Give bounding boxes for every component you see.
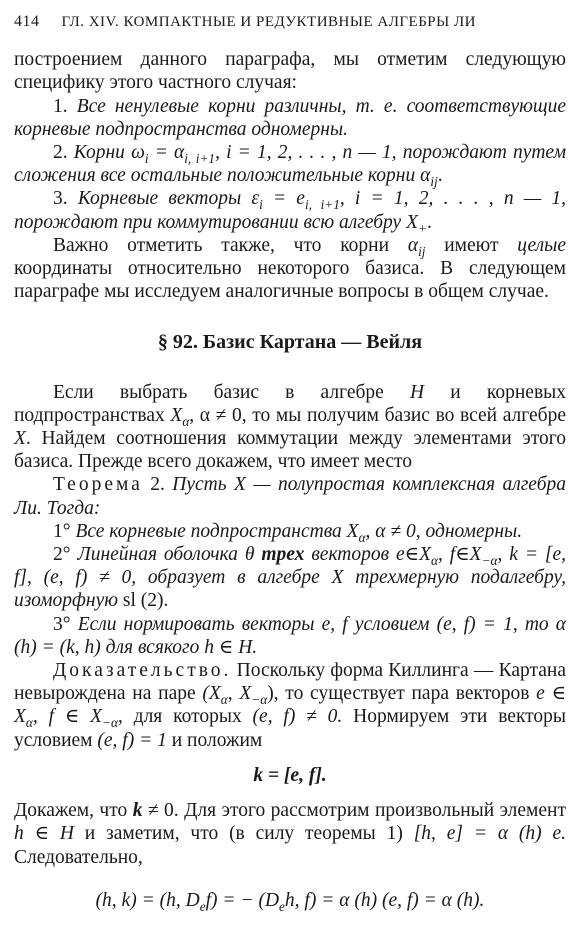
running-title: ГЛ. XIV. КОМПАКТНЫЕ И РЕДУКТИВНЫЕ АЛГЕБРЫ ЛИ xyxy=(61,14,476,30)
theorem-label: Теорема xyxy=(53,474,143,496)
page-number: 414 xyxy=(14,13,40,30)
proof-paragraph: Доказательство. Поскольку форма Киллинга — Картана невырождена на паре ($X_\alpha$, $X_{-\alpha}$), то существует пара векторов e ∈ $X_\alpha$, f ∈ $X_{-\alpha}$, для которых (e, f) ≠ 0. Нормируем эти векторы условием (e, f) = 1 и положим xyxy=(14,660,567,751)
theorem-claim-2: 2° Линейная оболочка θ трех векторов $e\in X_\alpha$, $f\in X_{-\alpha}$, k = [e, f], (e, f) ≠ 0, образует в алгебре X трехмерную подалгебру, изоморфную sl (2). xyxy=(14,544,567,612)
list-item-3: 3. Корневые векторы $\varepsilon_i = e_{i, i+1}$, i = 1, 2, . . . , n — 1, порождают при коммутировании всю алгебру $X_+$. xyxy=(14,188,566,236)
list-item-1: 1. Все ненулевые корни различны, т. е. соответствующие корневые подпространства одномерны. xyxy=(14,95,566,140)
intro-paragraph: построением данного параграфа, мы отметим следующую специфику этого частного случая: xyxy=(14,49,566,94)
theorem-statement: Теорема 2. Пусть X — полупростая комплексная алгебра Ли. Тогда: xyxy=(14,474,567,519)
proof-label: Доказательство. xyxy=(53,660,232,682)
list-item-2: 2. Корни $\omega_i = \alpha_{i, i+1}$, i = 1, 2, . . . , n — 1, порождают путем сложения все остальные положительные корни $\alpha_{ij}$. xyxy=(14,142,567,190)
theorem-claim-3: 3° Если нормировать векторы e, f условием (e, f) = 1, то α (h) = (k, h) для всякого h ∈ H. xyxy=(14,613,567,658)
important-paragraph: Важно отметить также, что корни $\alpha_{ij}$ имеют целые координаты относительно некоторого базиса. В следующем параграфе мы исследуем аналогичные вопросы в общем случае. xyxy=(14,234,567,303)
running-header xyxy=(14,10,566,34)
section-title: § 92. Базис Картана — Вейля xyxy=(157,331,423,354)
formula-k-definition: k = [e, f]. xyxy=(253,764,327,786)
formula-hk: (h, k) = (h, $D_ef$) = − ($D_eh$, f) = α (h) (e, f) = α (h). xyxy=(95,889,485,914)
after-formula-paragraph: Докажем, что k ≠ 0. Для этого рассмотрим произвольный элемент h ∈ H и заметим, что (в силу теоремы 1) [h, e] = α (h) e. Следовательно, xyxy=(14,800,567,868)
theorem-claim-1: 1° Все корневые подпространства $X_\alpha$, α ≠ 0, одномерны. xyxy=(53,520,523,545)
basis-paragraph: Если выбрать базис в алгебре H и корневых подпространствах $X_\alpha$, α ≠ 0, то мы получим базис во всей алгебре X. Найдем соотношения коммутации между элементами этого базиса. Прежде всего докажем, что имеет место xyxy=(14,381,567,473)
